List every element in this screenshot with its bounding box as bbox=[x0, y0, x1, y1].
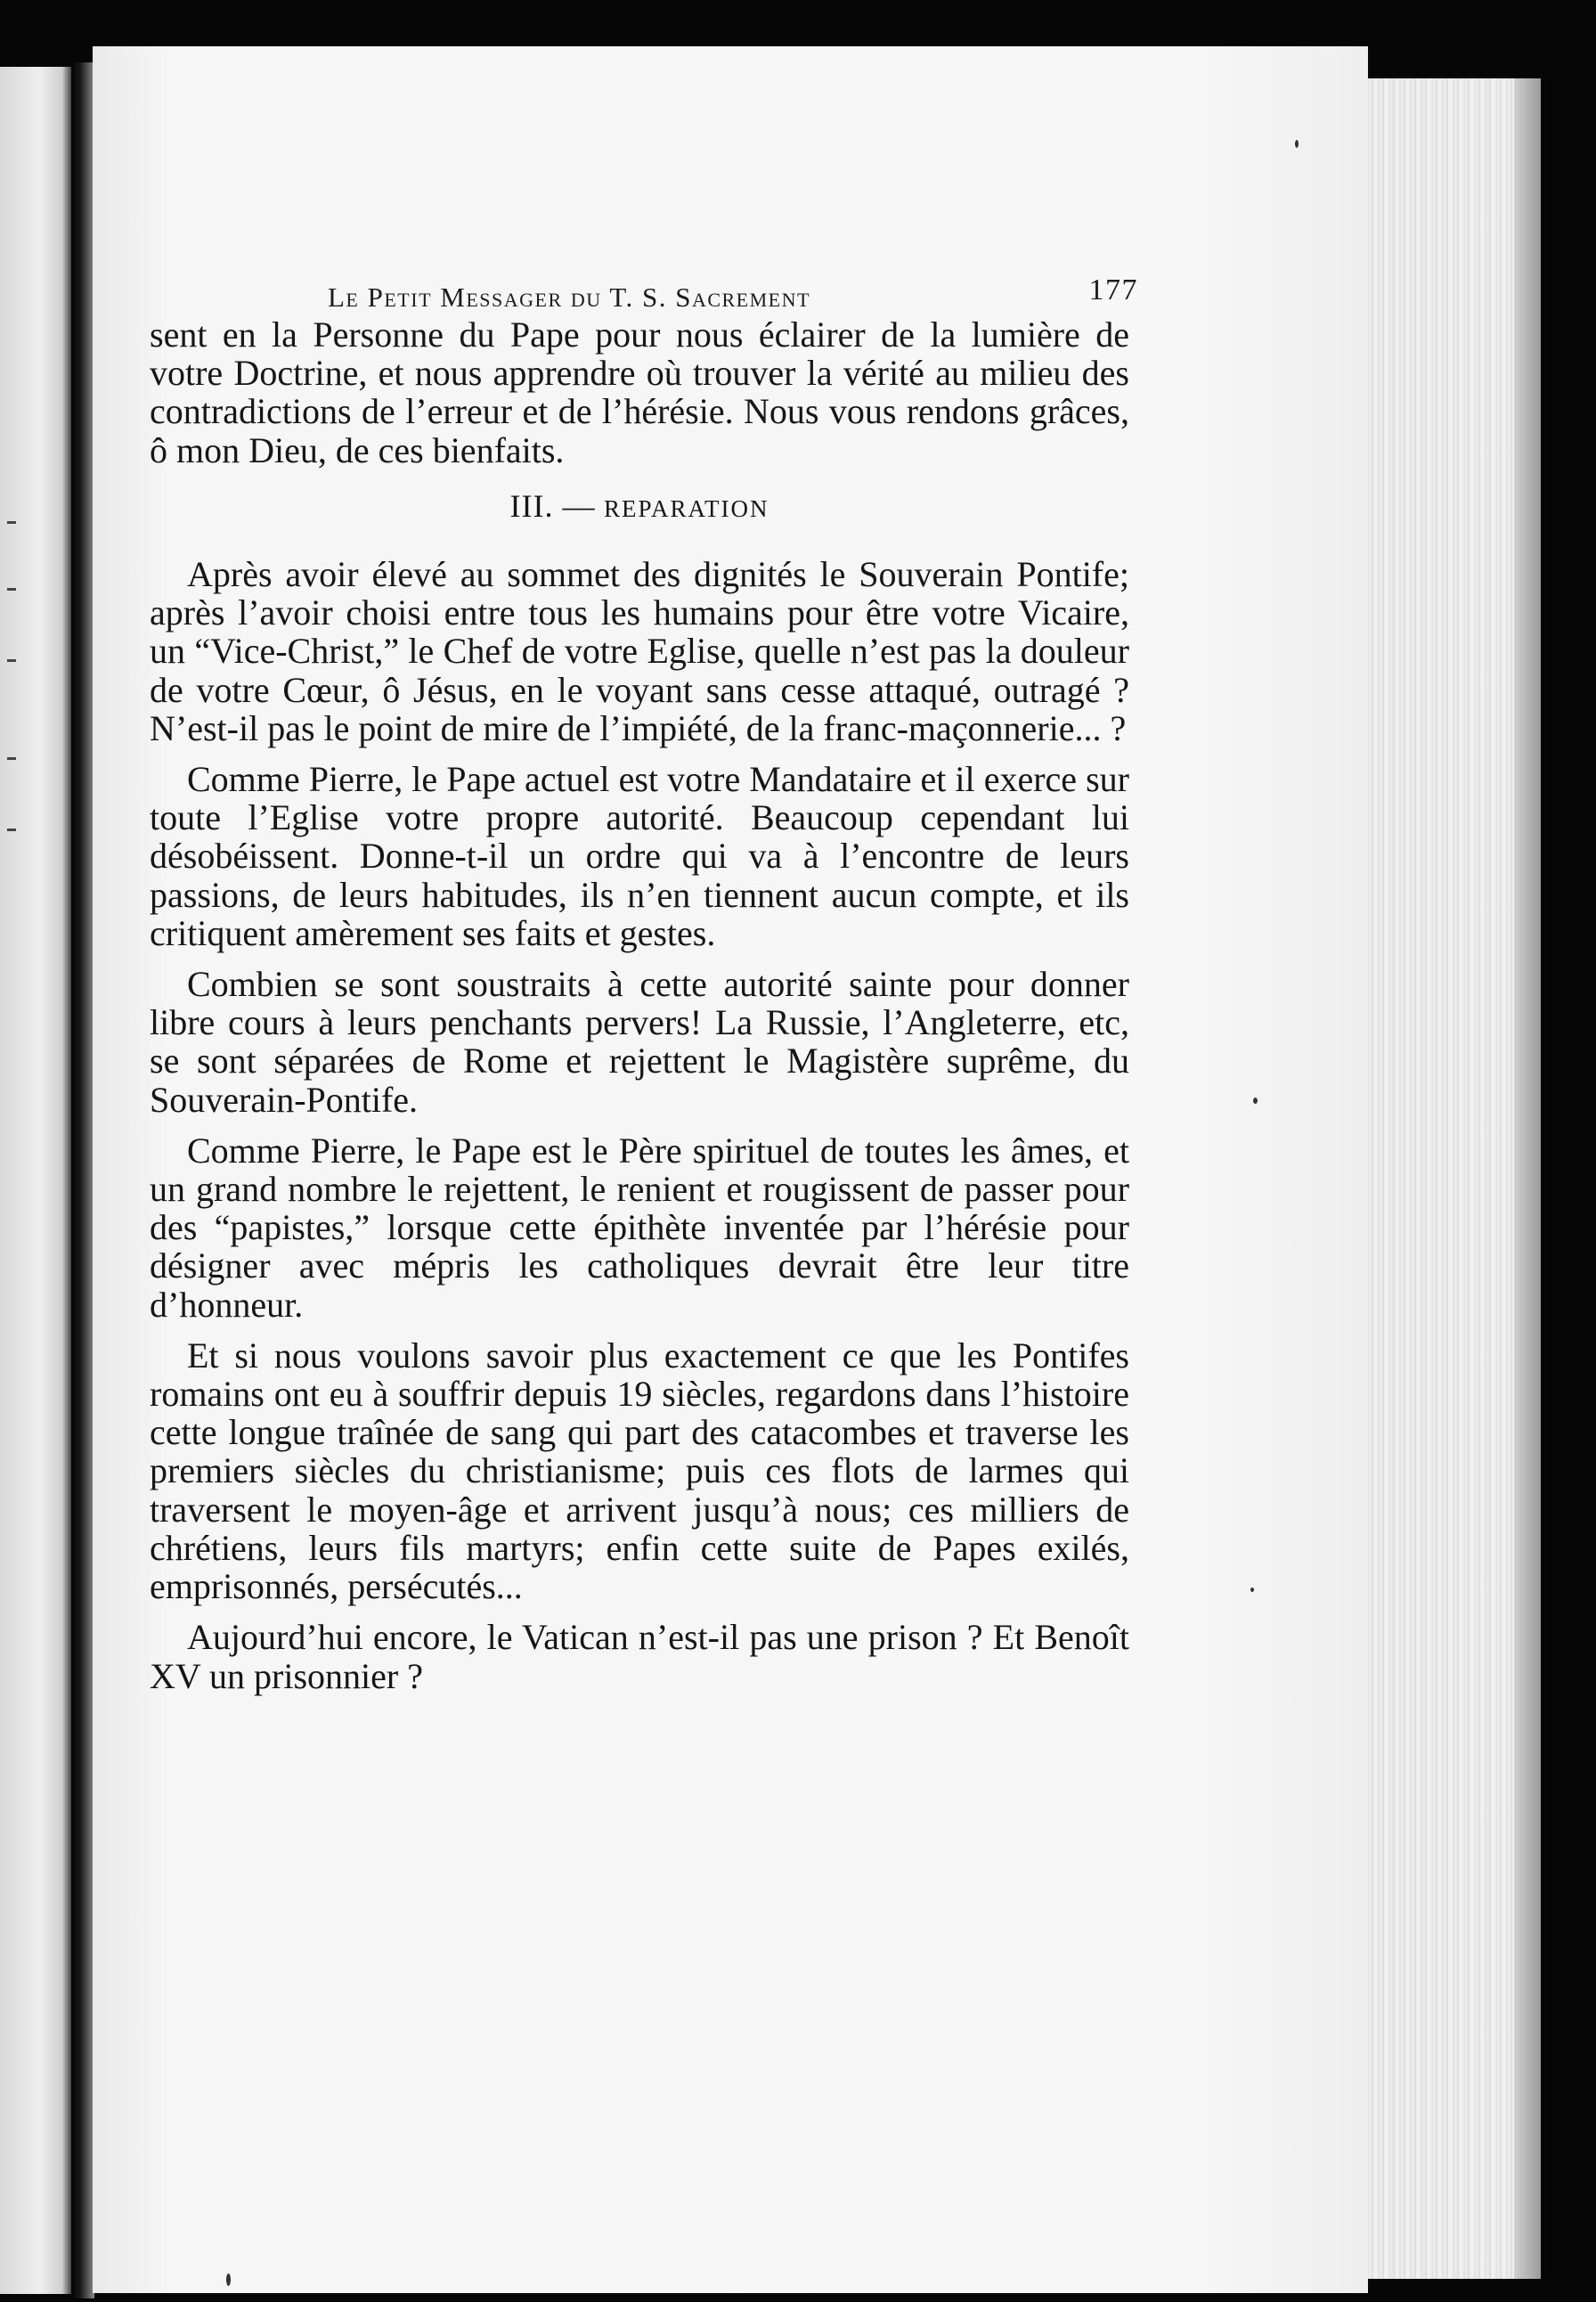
running-head-title: Le Petit Messager du T. S. Sacrement bbox=[328, 282, 810, 313]
page-number: 177 bbox=[1088, 273, 1138, 306]
margin-mark bbox=[7, 521, 16, 524]
paragraph: Comme Pierre, le Pape actuel est votre Mandataire et il exerce sur toute l’Eglise votre propre autorité. Beaucoup cependant lui désobéissent. Donne-t-il un ordre qui va à l’encontre de leurs passions, de leurs habitudes, ils n’en tiennent aucun compte, et ils critiquent amèrement ses faits et gestes. bbox=[150, 759, 1129, 953]
page-edge-stack bbox=[1363, 78, 1541, 2279]
dust-speck bbox=[1250, 1588, 1254, 1592]
page-text bbox=[150, 271, 1138, 1696]
margin-mark bbox=[7, 829, 16, 831]
dust-speck bbox=[1295, 140, 1299, 148]
section-title: REPARATION bbox=[603, 494, 770, 522]
dust-speck bbox=[226, 2273, 231, 2286]
paragraph: Combien se sont soustraits à cette autorité sainte pour donner libre cours à leurs penchants pervers! La Russie, l’Angleterre, etc, se sont séparées de Rome et rejettent le Magistère suprême, du Souverain-Pontife. bbox=[150, 964, 1129, 1120]
section-numeral: III. — bbox=[509, 487, 596, 524]
margin-mark bbox=[7, 659, 16, 662]
paragraph: Aujourd’hui encore, le Vatican n’est-il pas une prison ? Et Benoît XV un prisonnier ? bbox=[150, 1617, 1129, 1696]
previous-page-edge bbox=[0, 67, 73, 2294]
margin-mark bbox=[7, 588, 16, 591]
paragraph: Comme Pierre, le Pape est le Père spirituel de toutes les âmes, et un grand nombre le rejettent, le renient et rougissent de passer pour des “papistes,” lorsque cette épithète inventée par l’hérésie pour désigner avec mépris les catholiques devrait être leur titre d’honneur. bbox=[150, 1130, 1129, 1325]
margin-mark bbox=[7, 757, 16, 760]
running-head bbox=[328, 271, 1138, 315]
paragraph: Et si nous voulons savoir plus exactement ce que les Pontifes romains ont eu à souffrir depuis 19 siècles, regardons dans l’histoire cette longue traînée de sang qui part des catacombes et traverse les premiers siècles du christianisme; puis ces flots de larmes qui traversent le moyen-âge et arrivent jusqu’à nous; ces milliers de chrétiens, leurs fils martyrs; enfin cette suite de Papes exilés, emprisonnés, persécutés... bbox=[150, 1335, 1129, 1607]
book-gutter bbox=[71, 62, 94, 2298]
section-heading bbox=[150, 487, 1129, 528]
paragraph: Après avoir élevé au sommet des dignités le Souverain Pontife; après l’avoir choisi entre tous les humains pour être votre Vicaire, un “Vice-Christ,” le Chef de votre Eglise, quelle n’est pas la douleur de votre Cœur, ô Jésus, en le voyant sans cesse attaqué, outragé ? N’est-il pas le point de mire de l’impiété, de la franc-maçonnerie... ? bbox=[150, 554, 1129, 748]
opening-paragraph: sent en la Personne du Pape pour nous éclairer de la lumière de votre Doctrine, et nous apprendre où trouver la vérité au milieu des contradictions de l’erreur et de l’hérésie. Nous vous rendons grâces, ô mon Dieu, de ces bienfaits. bbox=[150, 314, 1129, 470]
dust-speck bbox=[1253, 1098, 1258, 1104]
